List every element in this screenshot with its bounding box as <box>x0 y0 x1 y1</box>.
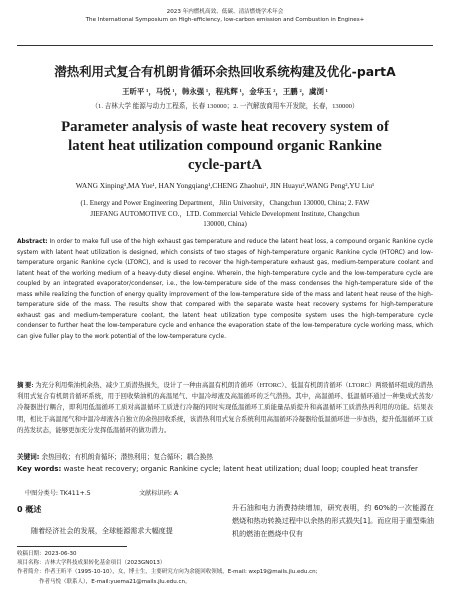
abstract-cn-label: 摘 要: <box>17 382 34 389</box>
title-en-line: cycle-partA <box>188 157 262 173</box>
title-en-line: Parameter analysis of waste heat recovery system of <box>61 119 389 135</box>
keywords-en-label: Key words: <box>17 464 62 473</box>
footnote-contact: 作者马悦（联系人），E-mail:yuema21@mails.jlu.edu.cn。 <box>39 578 191 585</box>
classification-number: 中图分类号: TK411+.5 <box>25 490 91 497</box>
abstract-en <box>17 237 433 342</box>
document-code: 文献标识码: A <box>139 490 179 497</box>
intro-left-text: 随着经济社会的发展，全球能源需求大幅度提 <box>31 526 173 535</box>
keywords-en-text: waste heat recovery; organic Rankine cycle; latent heat utilization; dual loop; coupled heat transfer <box>63 464 418 473</box>
header-line-en: The International Symposium on High-efficiency, low-carbon emission and Combustion in Engines+ <box>85 17 365 23</box>
keywords-cn-label: 关键词: <box>17 453 40 461</box>
footnote-author-bio: 作者简介：作者王昕平（1995-10-10），女，博士生，主要研究方向为余能回收领域，E-mail: wxp19@mails.jlu.edu.cn; <box>17 569 318 576</box>
intro-right-text: 升石油和电力消费持续增加，研究表明，约 60%的一次能源在燃烧和热功转换过程中以余热的形式损失[1]。而应用于重型柴油机的燃油在燃烧中仅有 <box>232 503 434 538</box>
footnote-rule <box>17 546 127 547</box>
authors-en: WANG Xinping¹,MA Yue¹, HAN Yongqiang¹,CHENG Zhaohui¹, JIN Huayu²,WANG Peng²,YU Liu¹ <box>75 181 375 190</box>
running-header <box>0 8 450 24</box>
abstract-text: In order to make full use of the high exhaust gas temperature and reduce the latent heat loss, a compound organic Rankine cycle system with latent heat utilization is designed, which consists of two stages of high-temperature organic Rankine cycle (HTORC) and low-temperature organic Rankine cycle (LTORC), and is used to recover the high-temperature exhaust gas, medium-temperature coolant and latent heat of the working medium of a heavy-duty diesel engine. Wherein, the high-temperature cycle and the low-temperature cycle are coupled by an integrated evaporator/condenser, i.e., the low-temperature side of the mass condenses the high-temperature side of the mass while realizing the function of energy quality improvement of the low-temperature side of the mass and latent heat reuse of the high-temperature side of the mass. The results show that compared with the separate waste heat recovery systems for high-temperature exhaust gas and medium-temperature coolant, the latent heat utilization type composite system uses the high-temperature cycle condenser to further heat the low-temperature cycle and enhance the evaporation state of the low-temperature cycle working mass, which can give fuller play to the work potential of the low-temperature cycle. <box>17 239 434 340</box>
affiliation-en-line: JIEFANG AUTOMOTIVE CO.，LTD. Commercial Vehicle Development Institute, Changchun <box>90 209 360 218</box>
footnote-received: 收稿日期：2023-06-30 <box>17 551 77 557</box>
keywords-cn-text: 余热回收；有机朗肯循环；潜热利用；复合循环；耦合换热 <box>41 453 213 461</box>
keywords-en <box>17 464 433 475</box>
affiliation-en <box>0 198 450 230</box>
footnotes <box>17 550 433 587</box>
authors-cn: 王昕平 ¹，马悦 ¹，韩永强 ¹，程兆辉 ¹，金华玉 ²，王鹏 ²，虞浏 ¹ <box>122 87 328 96</box>
affiliation-en-line: (1. Energy and Power Engineering Department，Jilin University，Changchun 130000, China; 2. FAW <box>80 199 370 207</box>
title-en <box>0 118 450 175</box>
affiliation-en-line: 130000, China) <box>203 220 247 228</box>
abstract-cn <box>17 380 433 436</box>
affiliation-cn: （1. 吉林大学 能源与动力工程系，长春 130000；2. 一汽解放商用车开发院，长春，130000） <box>91 103 359 110</box>
section-heading: 0 概述 <box>17 505 42 514</box>
footnote-funding: 项目名称：吉林大学科技成果转化基金项目（2023GN013） <box>17 560 166 567</box>
abstract-label: Abstract: <box>17 239 48 245</box>
keywords-cn <box>17 452 433 463</box>
abstract-cn-text: 为充分利用柴油机余热、减少工质潜热损失，设计了一种由高温有机朗肯循环（HTORC）、低温有机朗肯循环（LTORC）两级循环组成的潜热利用式复合有机朗肯循环系统，用于回收柴油机的高温尾气、中温冷却液及高温循环的乏气潜热。其中，高温循环、低温循环通过一种集成式蒸发/冷凝器进行耦合，即利用低温循环工质对高温循环工质进行冷凝的同时实现低温循环工质能量品质提升和高温循环工质潜热再利用的功能。结果表明，相比于高温尾气和中温冷却液各自独立的余热回收系统，该潜热利用式复合系统利用高温循环冷凝器给低温循环进一步加热，提升低温循环工质的蒸发状态，能够更加充分发挥低温循环的做功潜力。 <box>17 382 433 434</box>
title-cn: 潜热利用式复合有机朗肯循环余热回收系统构建及优化-partA <box>54 64 396 79</box>
title-en-line: latent heat utilization compound organic Rankine <box>68 138 382 154</box>
header-line-cn: 2023 年内燃机高效、低碳、清洁燃烧学术年会 <box>166 9 284 15</box>
header-rule <box>17 45 433 46</box>
